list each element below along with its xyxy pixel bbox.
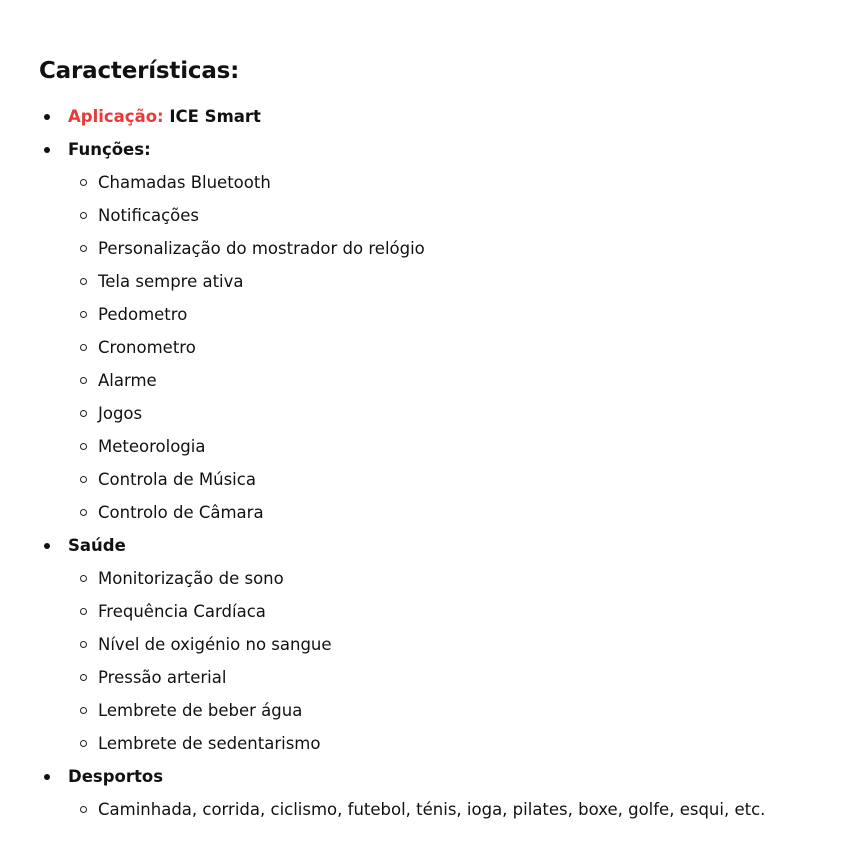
app-label: Aplicação: bbox=[68, 107, 164, 126]
list-item bbox=[68, 364, 765, 397]
list-item bbox=[68, 430, 765, 463]
list-item-text: Meteorologia bbox=[98, 437, 206, 456]
section-saúde bbox=[39, 529, 765, 760]
list-item bbox=[68, 661, 765, 694]
list-item bbox=[68, 595, 765, 628]
circle-bullet-icon bbox=[80, 641, 87, 648]
list-item-text: Frequência Cardíaca bbox=[98, 602, 266, 621]
page-heading: Características: bbox=[39, 58, 240, 84]
list-item bbox=[68, 694, 765, 727]
bullet-icon bbox=[44, 774, 50, 780]
list-item bbox=[68, 166, 765, 199]
list-item-text: Alarme bbox=[98, 371, 157, 390]
circle-bullet-icon bbox=[80, 806, 87, 813]
section-items bbox=[68, 562, 765, 760]
section-items bbox=[68, 793, 765, 826]
section-desportos bbox=[39, 760, 765, 826]
list-item-text: Controla de Música bbox=[98, 470, 256, 489]
bullet-icon bbox=[44, 114, 50, 120]
section-title: Desportos bbox=[68, 767, 164, 786]
list-item-text: Monitorização de sono bbox=[98, 569, 284, 588]
section-funções bbox=[39, 133, 765, 529]
circle-bullet-icon bbox=[80, 377, 87, 384]
circle-bullet-icon bbox=[80, 278, 87, 285]
list-item-text: Notificações bbox=[98, 206, 199, 225]
sections-list bbox=[39, 133, 765, 826]
features-list bbox=[39, 100, 765, 133]
list-item-text: Controlo de Câmara bbox=[98, 503, 264, 522]
list-item-text: Pedometro bbox=[98, 305, 188, 324]
circle-bullet-icon bbox=[80, 608, 87, 615]
list-item-text: Jogos bbox=[98, 404, 143, 423]
section-title: Saúde bbox=[68, 536, 126, 555]
list-item bbox=[68, 496, 765, 529]
list-item bbox=[68, 199, 765, 232]
list-item-text: Nível de oxigénio no sangue bbox=[98, 635, 332, 654]
list-item bbox=[68, 793, 765, 826]
list-item bbox=[68, 463, 765, 496]
list-item bbox=[68, 331, 765, 364]
circle-bullet-icon bbox=[80, 575, 87, 582]
bullet-icon bbox=[44, 543, 50, 549]
circle-bullet-icon bbox=[80, 179, 87, 186]
app-value: ICE Smart bbox=[169, 107, 261, 126]
list-item-text: Pressão arterial bbox=[98, 668, 227, 687]
circle-bullet-icon bbox=[80, 443, 87, 450]
list-item bbox=[68, 265, 765, 298]
circle-bullet-icon bbox=[80, 707, 87, 714]
circle-bullet-icon bbox=[80, 674, 87, 681]
circle-bullet-icon bbox=[80, 212, 87, 219]
list-item-text: Lembrete de beber água bbox=[98, 701, 303, 720]
list-item bbox=[68, 628, 765, 661]
list-item-text: Chamadas Bluetooth bbox=[98, 173, 271, 192]
circle-bullet-icon bbox=[80, 476, 87, 483]
list-item bbox=[68, 562, 765, 595]
list-item bbox=[68, 232, 765, 265]
circle-bullet-icon bbox=[80, 344, 87, 351]
section-items bbox=[68, 166, 765, 529]
list-item bbox=[68, 727, 765, 760]
circle-bullet-icon bbox=[80, 740, 87, 747]
bullet-icon bbox=[44, 147, 50, 153]
list-item-text: Tela sempre ativa bbox=[98, 272, 244, 291]
section-title: Funções: bbox=[68, 140, 151, 159]
features-section bbox=[39, 56, 765, 826]
list-item bbox=[68, 397, 765, 430]
list-item-text: Lembrete de sedentarismo bbox=[98, 734, 321, 753]
circle-bullet-icon bbox=[80, 410, 87, 417]
circle-bullet-icon bbox=[80, 509, 87, 516]
list-item-text: Personalização do mostrador do relógio bbox=[98, 239, 425, 258]
app-item bbox=[39, 100, 765, 133]
circle-bullet-icon bbox=[80, 245, 87, 252]
circle-bullet-icon bbox=[80, 311, 87, 318]
list-item-text: Cronometro bbox=[98, 338, 196, 357]
list-item bbox=[68, 298, 765, 331]
list-item-text: Caminhada, corrida, ciclismo, futebol, ténis, ioga, pilates, boxe, golfe, esqui, etc. bbox=[98, 800, 766, 819]
